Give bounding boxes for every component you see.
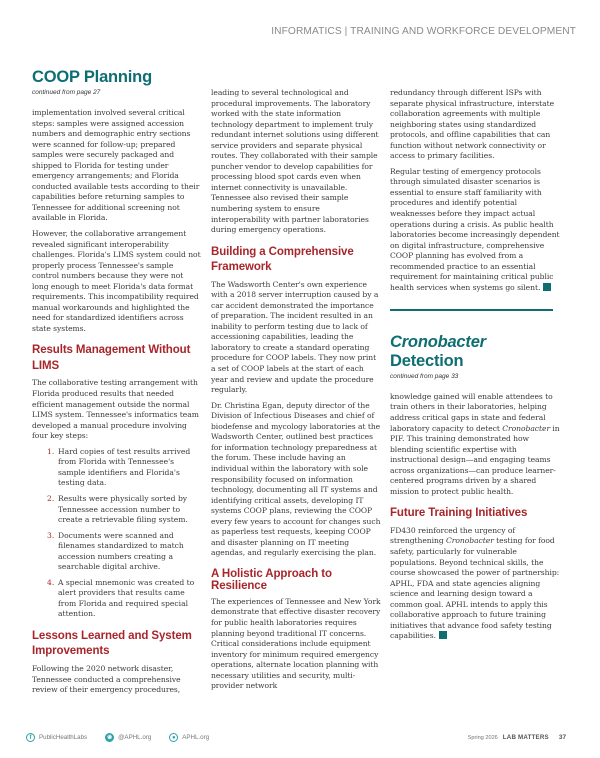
paragraph — [390, 526, 560, 642]
page-number: 37 — [558, 734, 566, 741]
paragraph: The collaborative testing arrangement with Florida produced results that needed efficient management outside the normal LIMS system. Tennessee's informatics team developed a manual procedure involving four key steps: — [32, 378, 199, 441]
paragraph: The Wadsworth Center's own experience with a 2018 server interruption caused by a car accident demonstrated the importance of preparation. The incident resulted in an inability to perform testing due to lack of accessioning capabilities, leading the laboratory to create a standard operating procedure for COOP labels. They now print a set of COOP labels at the start of each year and review and update the procedure regularly. — [211, 279, 379, 395]
paragraph: Following the 2020 network disaster, Tennessee conducted a comprehensive review of their emergency procedures, — [32, 663, 181, 695]
running-head: INFORMATICS | TRAINING AND WORKFORCE DEVELOPMENT — [271, 26, 576, 37]
social-links — [26, 733, 209, 742]
paragraph-text: in PIF. This training demonstrated how blending scientific expertise with instructional design—and engaging teams across organizations—can produce learner-centered programs driven by a shared mission to protect public health. — [390, 423, 560, 496]
list-item — [47, 578, 202, 620]
paragraph: However, the collaborative arrangement revealed significant interoperability challenges. Florida's LIMS system could not properly process Tennessee's sample control numbers because they were not long enough to meet Florida's data format requirements. This incompatibility required manual workarounds and highlighted the need for standardized identifiers across state systems. — [32, 229, 201, 333]
subheading-future-training: Future Training Initiatives — [390, 507, 528, 520]
social-link-facebook[interactable] — [26, 733, 87, 742]
subheading-results-management: Results Management Without LIMS — [32, 344, 191, 372]
paragraph: leading to several technological and procedural improvements. The laboratory worked with the state information technology department to implement truly redundant internet solutions using different service providers and separate physical routes. They collaborated with their sample puncher vendor to develop capabilities for processing blood spot cards even when internet connectivity is unavailable. Tennessee also revised their sample numbering system to ensure interoperability with partner laboratories during emergency operations. — [211, 88, 379, 235]
list-text: Results were physically sorted by Tennessee accession number to create a retrievable filing system. — [58, 493, 188, 525]
italic-term: Cronobacter — [446, 536, 494, 546]
folio — [468, 734, 566, 741]
paragraph-text: testing for food safety, particularly for vulnerable populations. Beyond technical skills, the course showcased the power of partnership: APHL, FDA and state agencies aligning science and learning design toward a common goal. APHL intends to apply this collaborative approach to future training initiatives that advance food safety testing capabilities. — [390, 536, 560, 641]
steps-list — [32, 447, 202, 620]
social-label: @APHL.org — [118, 734, 152, 741]
social-label: PublicHealthLabs — [39, 734, 88, 741]
continued-note: continued from page 33 — [390, 372, 459, 380]
social-label: APHL.org — [182, 734, 210, 741]
social-link-website[interactable] — [169, 733, 209, 742]
paragraph: redundancy through different ISPs with separate physical infrastructure, interstate collaboration agreements with multiple neighboring states using standardized protocols, and offline capabilities that can function without network connectivity or access to primary facilities. — [390, 88, 555, 161]
list-number: 1. — [47, 446, 55, 456]
bluesky-icon: ❀ — [107, 734, 113, 741]
list-number: 3. — [47, 530, 55, 540]
article-title-cronobacter — [390, 333, 560, 371]
paragraph — [390, 167, 560, 294]
paragraph — [390, 392, 560, 497]
social-link-bluesky[interactable] — [105, 733, 151, 742]
list-text: Hard copies of test results arrived from Florida with Tennessee's sample identifiers and Florida's testing data. — [58, 446, 191, 488]
facebook-icon: f — [26, 733, 35, 742]
paragraph-text: Regular testing of emergency protocols through simulated disaster scenarios is essential to ensure staff familiarity with procedures and identify potential weaknesses before they impact actual operations during a crisis. As public health laboratories become increasingly dependent on digital infrastructure, comprehensive COOP planning has evolved from a recommended practice to an essential requirement for maintaining critical public health services when systems go silent. — [390, 166, 560, 292]
article-title-coop: COOP Planning — [32, 68, 152, 86]
list-number: 2. — [47, 493, 55, 503]
subheading-building-framework: Building a Comprehensive Framework — [211, 245, 354, 274]
subheading-lessons-learned: Lessons Learned and System Improvements — [32, 629, 192, 658]
subheading-holistic-approach: A Holistic Approach to Resilience — [211, 567, 332, 593]
continued-note: continued from page 27 — [32, 89, 101, 96]
title-italic: Cronobacter — [390, 332, 486, 351]
paragraph-text: FD430 reinforced the urgency of strengthening — [390, 525, 516, 546]
issue-season: Spring 2026 — [467, 735, 498, 741]
list-text: A special mnemonic was created to alert providers that results came from Florida and required special attention. — [58, 577, 195, 619]
end-of-article-mark — [543, 283, 551, 291]
column-3 — [390, 88, 560, 647]
magazine-name: LAB MATTERS — [502, 734, 549, 741]
paragraph: Dr. Christina Egan, deputy director of the Division of Infectious Diseases and chief of biodefense and mycology laboratories at the Wadsworth Center, outlined best practices for information technology preparedness at the forum. These include having an individual within the laboratory with sole responsibility focused on information technology, documenting all IT systems and identifying critical assets, developing IT systems COOP plans, reviewing the COOP every few years to account for changes such as paperless test requests, keeping COOP and disaster planning on IT meeting agendas, and regularly exercising the plan. — [211, 400, 381, 558]
paragraph-text: knowledge gained will enable attendees to train others in their laboratories, helping address critical gaps in state and federal laboratory capacity to detect — [390, 391, 553, 433]
title-rest: Detection — [390, 351, 464, 370]
list-text: Documents were scanned and filenames standardized to match accession numbers creating a searchable digital archive. — [58, 530, 184, 572]
column-2 — [211, 88, 381, 697]
italic-term: Cronobacter — [502, 423, 551, 433]
paragraph: The experiences of Tennessee and New York demonstrate that effective disaster recovery for public health laboratories requires planning beyond traditional IT concerns. Critical considerations include equipment inventory for minimum required emergency operations, alternate location planning with necessary utilities and security, multi-provider network — [211, 596, 381, 691]
list-item — [47, 447, 202, 489]
website-icon: ● — [169, 733, 178, 742]
paragraph: implementation involved several critical steps: samples were assigned accession numbers and demographic entry sections were scanned for follow-up; prepared samples were securely packaged and shipped to Florida for testing under emergency arrangements; and Florida conducted available tests according to their capabilities before returning samples to Tennessee for additional screening not available in Florida. — [32, 108, 200, 223]
list-number: 4. — [47, 577, 55, 587]
list-item — [47, 494, 202, 526]
section-divider — [390, 309, 553, 311]
list-item — [47, 531, 202, 573]
end-of-article-mark — [439, 631, 447, 639]
column-1 — [32, 68, 202, 701]
